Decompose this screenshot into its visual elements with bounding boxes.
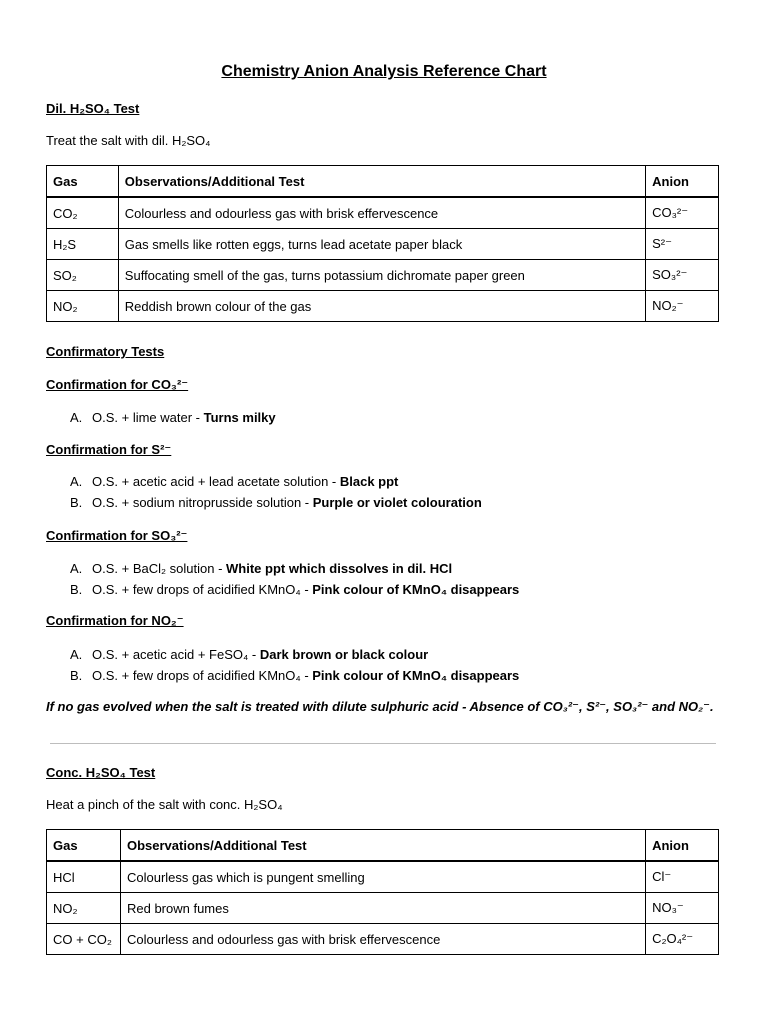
- table-row: [47, 260, 719, 291]
- observation-cell: Red brown fumes: [120, 893, 645, 924]
- observation-cell: Colourless gas which is pungent smelling: [120, 861, 645, 893]
- column-header-anion: Anion: [646, 166, 719, 198]
- gas-cell: CO₂: [47, 197, 119, 229]
- conc-test-table: [46, 829, 719, 955]
- confirmation-list-no2: [70, 644, 519, 686]
- gas-cell: SO₂: [47, 260, 119, 291]
- gas-cell: NO₂: [47, 291, 119, 322]
- column-header-anion: Anion: [646, 830, 719, 862]
- table-row: [47, 229, 719, 260]
- conc-section-heading: Conc. H₂SO₄ Test: [46, 765, 156, 780]
- observation-cell: Gas smells like rotten eggs, turns lead acetate paper black: [118, 229, 645, 260]
- anion-cell: SO₃²⁻: [646, 260, 719, 291]
- confirmation-list-s: [70, 471, 482, 513]
- confirmation-heading-no2: Confirmation for NO₂⁻: [46, 613, 184, 628]
- anion-cell: Cl⁻: [646, 861, 719, 893]
- table-row: [47, 924, 719, 955]
- column-header-observations: Observations/Additional Test: [120, 830, 645, 862]
- list-item: A. O.S. + BaCl₂ solution - White ppt which dissolves in dil. HCl: [70, 561, 453, 576]
- dil-section-instruction: Treat the salt with dil. H₂SO₄: [46, 133, 211, 148]
- absence-note: If no gas evolved when the salt is treated with dilute sulphuric acid - Absence of CO₃²⁻, S²⁻, SO₃²⁻ and NO₂⁻.: [46, 699, 714, 714]
- page-title: Chemistry Anion Analysis Reference Chart: [221, 63, 547, 80]
- table-row: [47, 861, 719, 893]
- table-row: [47, 291, 719, 322]
- gas-cell: H₂S: [47, 229, 119, 260]
- gas-cell: HCl: [47, 861, 121, 893]
- conc-section-instruction: Heat a pinch of the salt with conc. H₂SO₄: [46, 797, 283, 812]
- observation-cell: Colourless and odourless gas with brisk effervescence: [118, 197, 645, 229]
- gas-cell: CO + CO₂: [47, 924, 121, 955]
- anion-cell: C₂O₄²⁻: [646, 924, 719, 955]
- confirmation-heading-co3: Confirmation for CO₃²⁻: [46, 377, 189, 392]
- column-header-observations: Observations/Additional Test: [118, 166, 645, 198]
- list-item: A. O.S. + lime water - Turns milky: [70, 410, 276, 425]
- table-row: [47, 197, 719, 229]
- section-divider: [50, 743, 716, 744]
- confirmation-list-so3: [70, 558, 519, 600]
- confirmation-heading-s: Confirmation for S²⁻: [46, 442, 172, 457]
- column-header-gas: Gas: [47, 166, 119, 198]
- anion-cell: NO₃⁻: [646, 893, 719, 924]
- list-item: A. O.S. + acetic acid + lead acetate solution - Black ppt: [70, 474, 399, 489]
- column-header-gas: Gas: [47, 830, 121, 862]
- observation-cell: Colourless and odourless gas with brisk effervescence: [120, 924, 645, 955]
- confirmation-list-co3: [70, 407, 276, 428]
- table-row: [47, 893, 719, 924]
- dil-test-table: [46, 165, 719, 322]
- confirmatory-heading: Confirmatory Tests: [46, 344, 165, 359]
- list-item: A. O.S. + acetic acid + FeSO₄ - Dark brown or black colour: [70, 647, 429, 662]
- confirmation-heading-so3: Confirmation for SO₃²⁻: [46, 528, 188, 543]
- observation-cell: Reddish brown colour of the gas: [118, 291, 645, 322]
- gas-cell: NO₂: [47, 893, 121, 924]
- list-item: B. O.S. + sodium nitroprusside solution - Purple or violet colouration: [70, 495, 482, 510]
- table-header-row: [47, 166, 719, 198]
- list-item: B. O.S. + few drops of acidified KMnO₄ - Pink colour of KMnO₄ disappears: [70, 582, 520, 597]
- list-item: B. O.S. + few drops of acidified KMnO₄ - Pink colour of KMnO₄ disappears: [70, 668, 520, 683]
- anion-cell: S²⁻: [646, 229, 719, 260]
- anion-cell: CO₃²⁻: [646, 197, 719, 229]
- observation-cell: Suffocating smell of the gas, turns potassium dichromate paper green: [118, 260, 645, 291]
- anion-cell: NO₂⁻: [646, 291, 719, 322]
- dil-section-heading: Dil. H₂SO₄ Test: [46, 101, 140, 116]
- table-header-row: [47, 830, 719, 862]
